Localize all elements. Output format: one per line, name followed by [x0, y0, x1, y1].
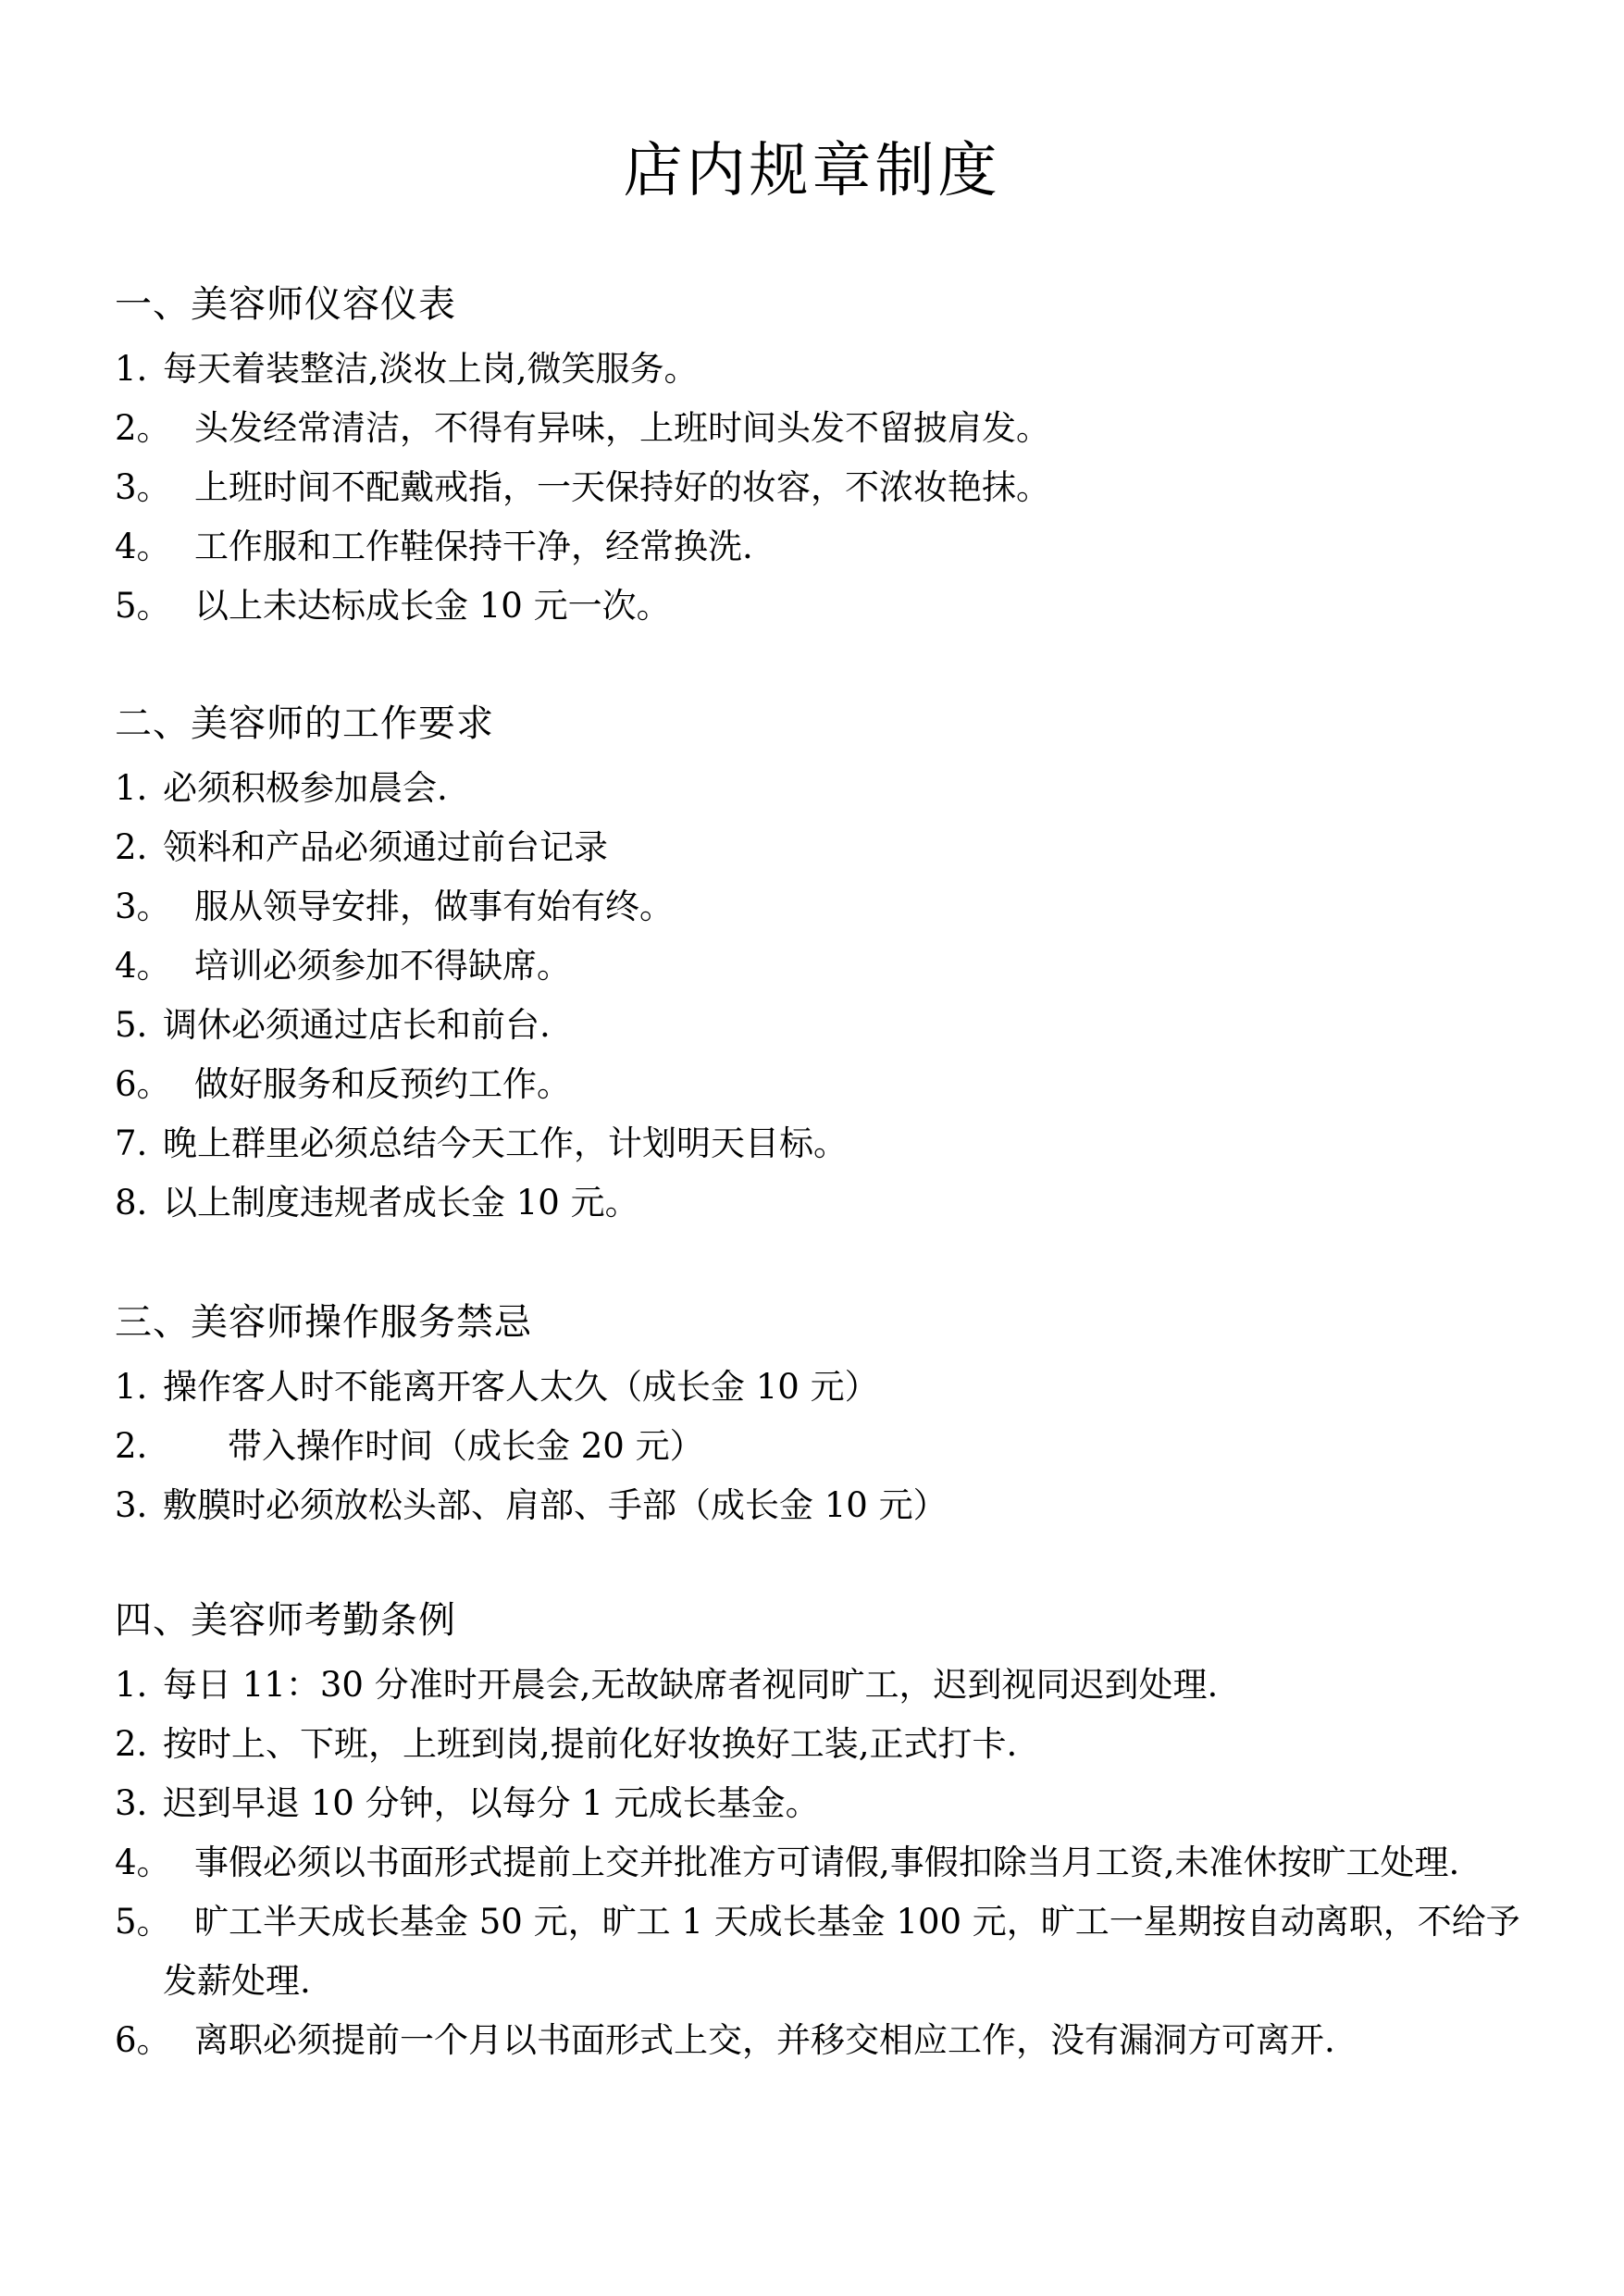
section-heading: 二、美容师的工作要求	[115, 702, 494, 745]
list-item	[115, 1893, 1551, 2011]
item-number: 8.	[115, 1183, 148, 1222]
item-text: 操作客人时不能离开客人太久（成长金 10 元）	[163, 1367, 879, 1407]
list-item	[115, 1358, 1531, 1417]
list-item	[115, 458, 1531, 517]
item-number: 3。	[115, 887, 171, 926]
item-text: 上班时间不配戴戒指，一天保持好的妆容，不浓妆艳抹。	[194, 467, 1050, 507]
item-number: 2。	[115, 408, 171, 448]
item-number: 1.	[115, 1665, 148, 1705]
section-service-taboos	[115, 1300, 1531, 1535]
item-text: 服从领导安排，做事有始有终。	[194, 887, 674, 926]
item-text: 按时上、下班，上班到岗,提前化好妆换好工装,正式打卡.	[163, 1724, 1018, 1764]
item-number: 4。	[115, 1843, 171, 1882]
list-item	[115, 996, 1531, 1055]
item-number: 1.	[115, 768, 148, 808]
item-text: 迟到早退 10 分钟，以每分 1 元成长基金。	[163, 1783, 820, 1823]
list-item	[115, 1417, 1531, 1476]
item-text: 事假必须以书面形式提前上交并批准方可请假,事假扣除当月工资,未准休按旷工处理.	[194, 1843, 1460, 1882]
item-text: 做好服务和反预约工作。	[194, 1064, 571, 1104]
section-work-requirements	[115, 701, 1531, 1233]
list-item	[115, 1774, 1531, 1833]
rule-list	[115, 1656, 1531, 2070]
item-number: 1.	[115, 349, 148, 389]
list-item	[115, 937, 1531, 996]
item-text: 头发经常清洁，不得有异味，上班时间头发不留披肩发。	[194, 408, 1050, 448]
item-number: 1.	[115, 1367, 148, 1407]
item-number: 5.	[115, 1005, 148, 1045]
list-item	[115, 877, 1531, 937]
rule-list	[115, 759, 1531, 1233]
item-text: 调休必须通过店长和前台.	[163, 1005, 551, 1045]
item-number: 3。	[115, 467, 171, 507]
list-item	[115, 340, 1531, 399]
list-item	[115, 2011, 1551, 2070]
item-number: 3.	[115, 1485, 148, 1525]
item-text: 必须积极参加晨会.	[163, 768, 448, 808]
item-number: 2.	[115, 1426, 148, 1466]
section-heading: 四、美容师考勤条例	[115, 1599, 456, 1642]
item-number: 4。	[115, 946, 171, 986]
item-number: 3.	[115, 1783, 148, 1823]
list-item	[115, 517, 1531, 577]
section-appearance	[115, 282, 1531, 636]
page-title: 店内规章制度	[623, 137, 1001, 205]
item-text: 以上制度违规者成长金 10 元。	[163, 1183, 639, 1222]
item-text: 旷工半天成长基金 50 元，旷工 1 天成长基金 100 元，旷工一星期按自动离职，不给予发薪处理.	[163, 1902, 1520, 2001]
list-item	[115, 1715, 1531, 1774]
item-text: 离职必须提前一个月以书面形式上交，并移交相应工作，没有漏洞方可离开.	[194, 2020, 1335, 2060]
list-item	[115, 1476, 1531, 1535]
item-text: 培训必须参加不得缺席。	[194, 946, 571, 986]
section-attendance	[115, 1598, 1531, 2070]
section-heading: 三、美容师操作服务禁忌	[115, 1301, 532, 1344]
item-text: 每天着装整洁,淡妆上岗,微笑服务。	[163, 349, 699, 389]
list-item	[115, 818, 1531, 877]
list-item	[115, 577, 1531, 636]
list-item	[115, 759, 1531, 818]
list-item	[115, 1055, 1531, 1114]
item-number: 7.	[115, 1123, 148, 1163]
item-number: 2.	[115, 827, 148, 867]
item-text: 工作服和工作鞋保持干净，经常换洗.	[194, 527, 753, 566]
section-heading: 一、美容师仪容仪表	[115, 283, 456, 326]
list-item	[115, 1833, 1551, 1893]
item-number: 2.	[115, 1724, 148, 1764]
rule-list	[115, 1358, 1531, 1535]
list-item	[115, 1173, 1531, 1233]
item-number: 6。	[115, 2020, 171, 2060]
item-number: 4。	[115, 527, 171, 566]
item-text: 每日 11：30 分准时开晨会,无故缺席者视同旷工，迟到视同迟到处理.	[163, 1665, 1219, 1705]
item-text: 敷膜时必须放松头部、肩部、手部（成长金 10 元）	[163, 1485, 948, 1525]
item-text: 领料和产品必须通过前台记录	[163, 827, 608, 867]
item-text: 带入操作时间（成长金 20 元）	[228, 1426, 704, 1466]
item-number: 5。	[115, 586, 171, 626]
item-text: 以上未达标成长金 10 元一次。	[194, 586, 671, 626]
list-item	[115, 399, 1531, 458]
list-item	[115, 1114, 1531, 1173]
list-item	[115, 1656, 1531, 1715]
item-number: 5。	[115, 1902, 171, 1942]
item-number: 6。	[115, 1064, 171, 1104]
item-text: 晚上群里必须总结今天工作，计划明天目标。	[163, 1123, 848, 1163]
rule-list	[115, 340, 1531, 636]
